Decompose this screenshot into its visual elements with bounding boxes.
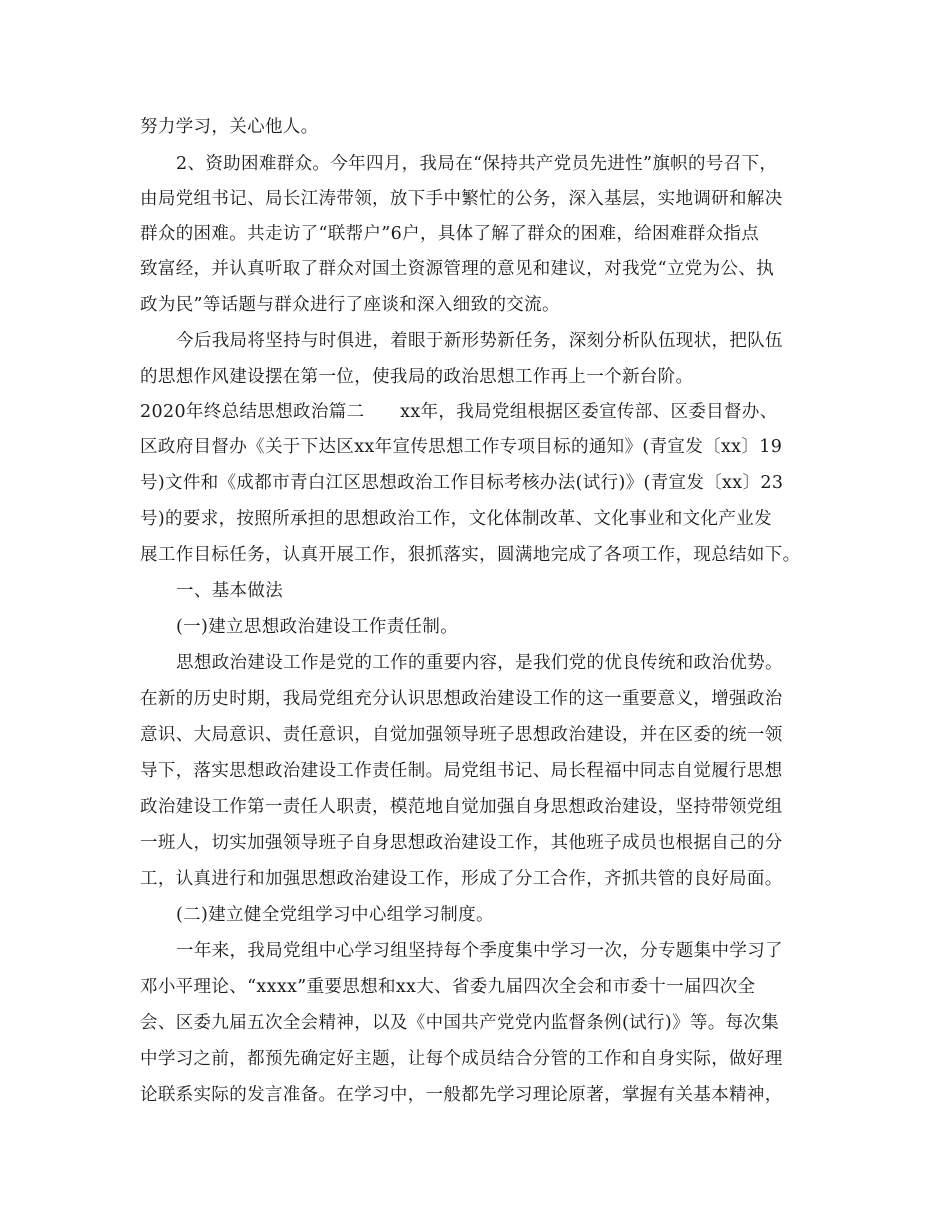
text-line: 中学习之前，都预先确定好主题，让每个成员结合分管的工作和自身实际，做好理 xyxy=(140,1049,783,1069)
paragraph-start: 思想政治建设工作是党的工作的重要内容，是我们党的优良传统和政治优势。 xyxy=(176,653,783,673)
text-line: 由局党组书记、局长江涛带领，放下手中繁忙的公务，深入基层，实地调研和解决 xyxy=(140,189,783,209)
text-line: 的思想作风建设摆在第一位，使我局的政治思想工作再上一个新台阶。 xyxy=(140,367,694,387)
paragraph-start: 今后我局将坚持与时俱进，着眼于新形势新任务，深刻分析队伍现状，把队伍 xyxy=(176,331,783,351)
text-line: 工，认真进行和加强思想政治建设工作，形成了分工合作，齐抓共管的良好局面。 xyxy=(140,869,783,889)
paragraph-start: 2、资助困难群众。今年四月，我局在“保持共产党员先进性”旗帜的号召下， xyxy=(176,154,778,174)
text-line: 区政府目督办《关于下达区xx年宣传思想工作专项目标的通知》(青宣发〔xx〕19 xyxy=(140,437,783,457)
text-line: 导下，落实思想政治建设工作责任制。局党组书记、局长程福中同志自觉履行思想 xyxy=(140,761,783,781)
text-line: 在新的历史时期，我局党组充分认识思想政治建设工作的这一重要意义，增强政治 xyxy=(140,689,783,709)
text-line: 会、区委九届五次全会精神，以及《中国共产党党内监督条例(试行)》等。每次集 xyxy=(140,1013,780,1033)
text-line: 论联系实际的发言准备。在学习中，一般都先学习理论原著，掌握有关基本精神， xyxy=(140,1085,783,1105)
text-line: 群众的困难。共走访了“联帮户”6户，具体了解了群众的困难，给困难群众指点 xyxy=(140,224,760,244)
text-line: 致富经，并认真听取了群众对国土资源管理的意见和建议，对我党“立党为公、执 xyxy=(140,259,775,279)
text-line: 政治建设工作第一责任人职责，模范地自觉加强自身思想政治建设，坚持带领党组 xyxy=(140,797,783,817)
text-line: 努力学习，关心他人。 xyxy=(140,117,319,137)
subsection-heading: (二)建立健全党组学习中心组学习制度。 xyxy=(176,905,494,925)
text-line: 号)的要求，按照所承担的思想政治工作，文化体制改革、文化事业和文化产业发 xyxy=(140,509,772,529)
text-line: 邓小平理论、“xxxx”重要思想和xx大、省委九届四次全会和市委十一届四次全 xyxy=(140,977,756,997)
section-heading: 一、基本做法 xyxy=(176,581,284,601)
text-line: 展工作目标任务，认真开展工作，狠抓落实，圆满地完成了各项工作，现总结如下。 xyxy=(140,545,801,565)
text-line: 政为民”等话题与群众进行了座谈和深入细致的交流。 xyxy=(140,295,560,315)
text-line: 号)文件和《成都市青白江区思想政治工作目标考核办法(试行)》(青宣发〔xx〕23 xyxy=(140,473,784,493)
text-line: 一班人，切实加强领导班子自身思想政治建设工作，其他班子成员也根据自己的分 xyxy=(140,833,783,853)
section-title-line: 2020年终总结思想政治篇二 xx年，我局党组根据区委宣传部、区委目督办、 xyxy=(140,402,778,422)
paragraph-start: 一年来，我局党组中心学习组坚持每个季度集中学习一次，分专题集中学习了 xyxy=(176,941,783,961)
text-line: 意识、大局意识、责任意识，自觉加强领导班子思想政治建设，并在区委的统一领 xyxy=(140,725,783,745)
subsection-heading: (一)建立思想政治建设工作责任制。 xyxy=(176,617,459,637)
